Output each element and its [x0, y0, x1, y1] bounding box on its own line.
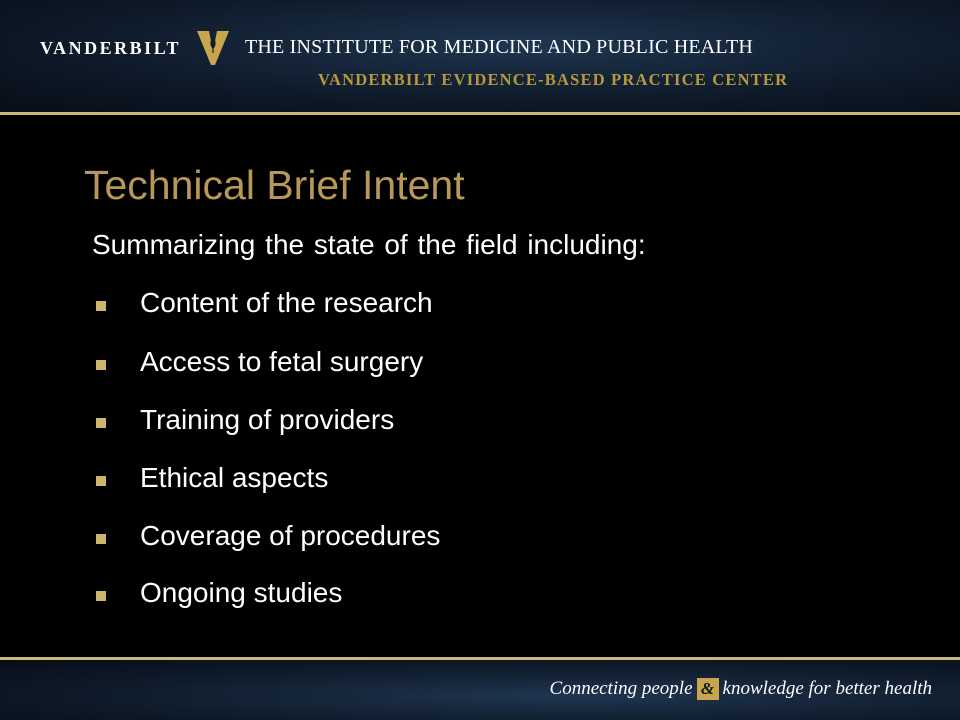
- vanderbilt-logo-icon: [196, 29, 230, 67]
- header-divider: [0, 112, 960, 115]
- ampersand-icon: &: [697, 678, 719, 700]
- bullet-text: Training of providers: [140, 404, 395, 435]
- bullet-text: Coverage of procedures: [140, 520, 441, 551]
- bullet-text: Ongoing studies: [140, 577, 343, 608]
- bullet-text: Ethical aspects: [140, 462, 329, 493]
- square-bullet-icon: [96, 360, 106, 370]
- square-bullet-icon: [96, 476, 106, 486]
- tagline-end: knowledge for better health: [722, 678, 932, 699]
- practice-center-name: VANDERBILT EVIDENCE-BASED PRACTICE CENTER: [318, 70, 789, 89]
- bullet-text: Access to fetal surgery: [140, 346, 424, 377]
- vanderbilt-wordmark: VANDERBILT: [40, 38, 182, 58]
- bullet-text: Content of the research: [140, 287, 433, 318]
- footer-tagline: [550, 678, 932, 700]
- square-bullet-icon: [96, 591, 106, 601]
- tagline-start: Connecting people: [549, 678, 693, 699]
- square-bullet-icon: [96, 301, 106, 311]
- square-bullet-icon: [96, 418, 106, 428]
- institute-name: THE INSTITUTE FOR MEDICINE AND PUBLIC HEALTH: [245, 36, 754, 58]
- slide-title: Technical Brief Intent: [84, 162, 465, 208]
- square-bullet-icon: [96, 534, 106, 544]
- slide-subtitle: Summarizing the state of the field including:: [92, 229, 646, 260]
